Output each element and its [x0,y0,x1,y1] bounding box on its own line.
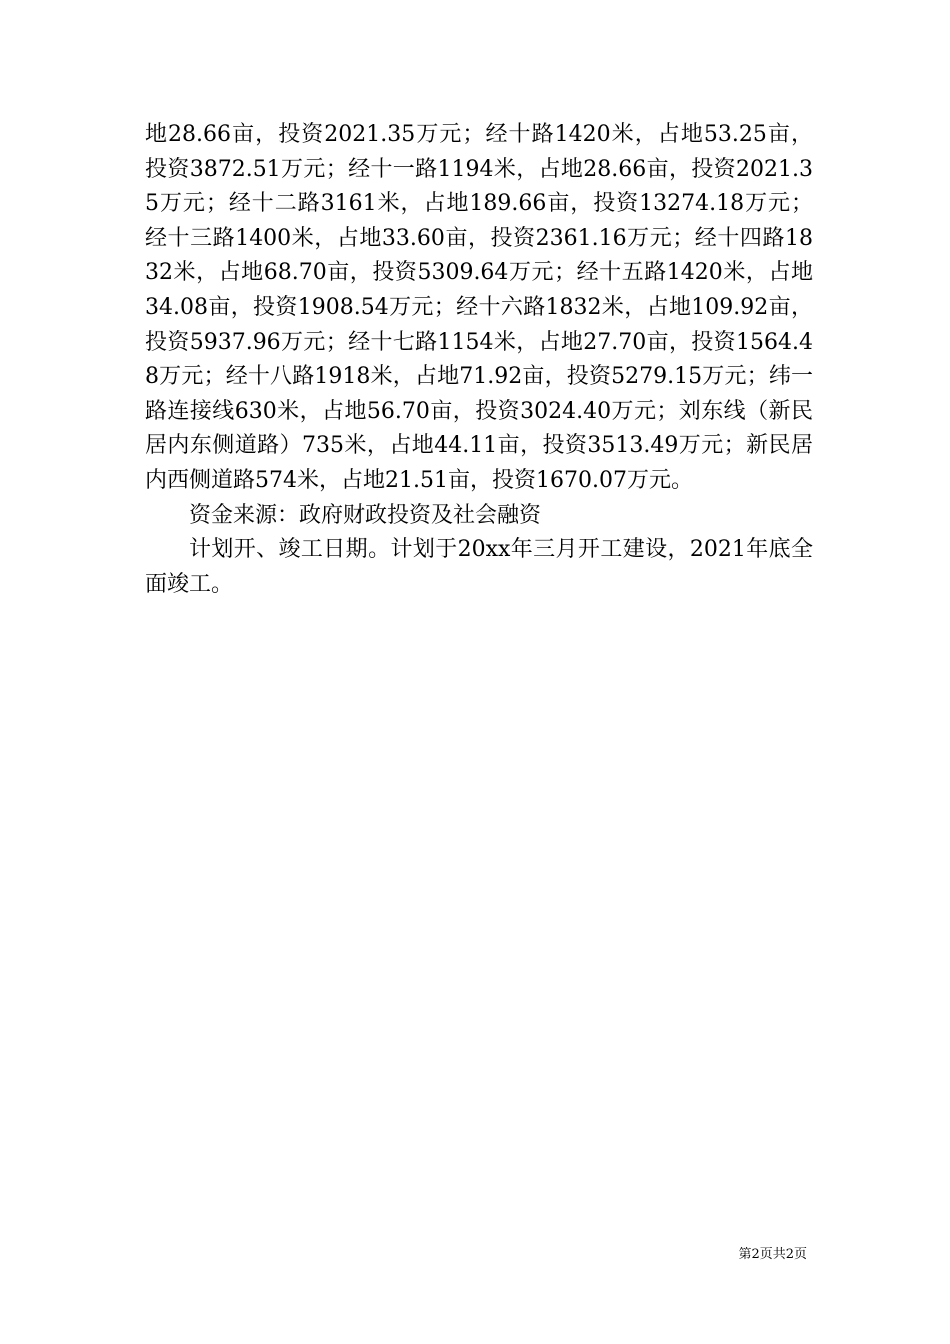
paragraph-funding-source: 资金来源：政府财政投资及社会融资 [189,502,542,528]
page-number-footer: 第2页共2页 [738,1247,807,1262]
paragraph-schedule: 计划开、竣工日期。计划于20xx年三月开工建设，2021年底全面竣工。 [145,537,813,597]
paragraph-road-list: 地28.66亩，投资2021.35万元；经十路1420米，占地53.25亩，投资3872.51万元；经十一路1194米，占地28.66亩，投资2021.35万元；经十二路3161米，占地189.66亩，投资13274.18万元；经十三路1400米，占地33.60亩，投资2361.16万元；经十四路1832米，占地68.70亩，投资5309.64万元；经十五路1420米，占地34.08亩，投资1908.54万元；经十六路1832米，占地109.92亩，投资5937.96万元；经十七路1154米，占地27.70亩，投资1564.48万元；经十八路1918米，占地71.92亩，投资5279.15万元；纬一路连接线630米，占地56.70亩，投资3024.40万元；刘东线（新民居内东侧道路）735米，占地44.11亩，投资3513.49万元；新民居内西侧道路574米，占地21.51亩，投资1670.07万元。 [145,122,813,493]
document-body [145,118,813,602]
